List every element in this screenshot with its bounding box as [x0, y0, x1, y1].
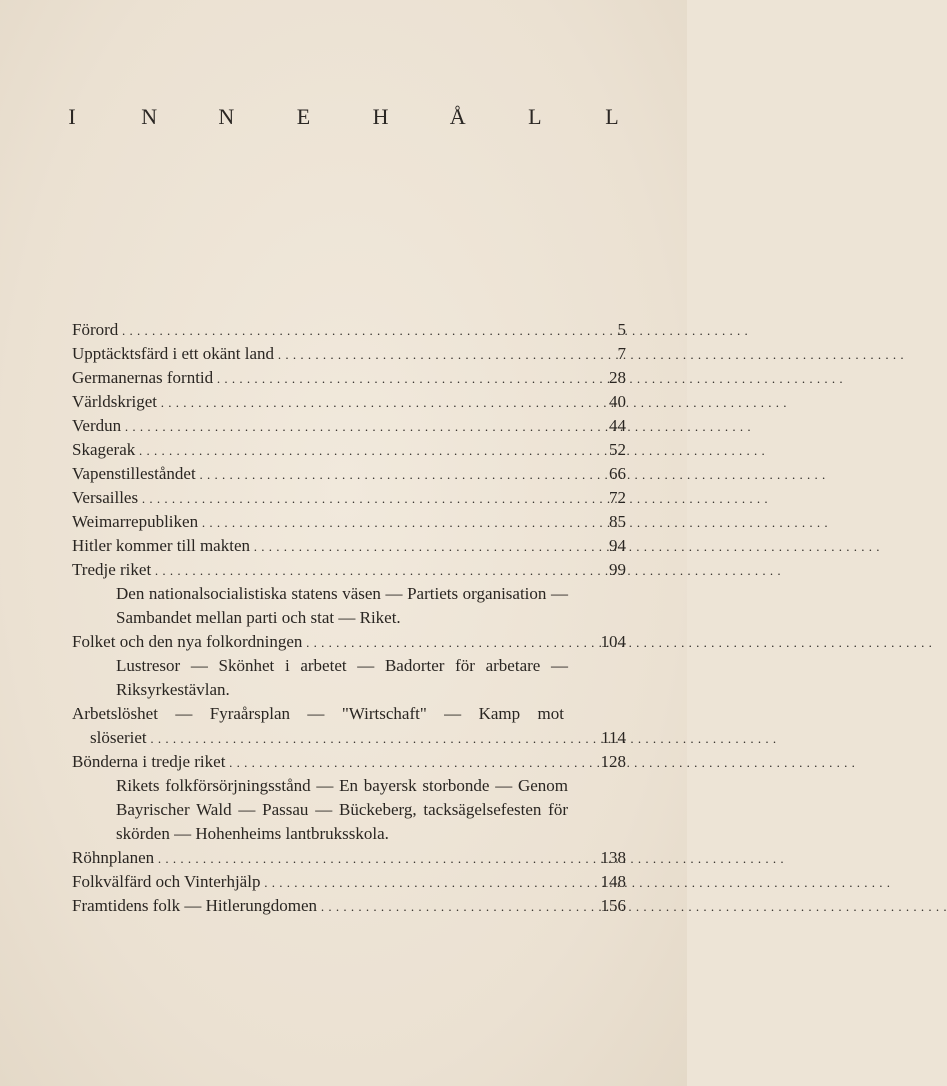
heading-letter: E: [296, 104, 311, 129]
toc-entry-title: Folket och den nya folkordningen: [72, 632, 303, 651]
toc-entry: [72, 870, 626, 894]
toc-entry-title: Röhnplanen: [72, 848, 155, 867]
toc-entry-page: 99: [609, 560, 626, 579]
toc-entry-title: Versailles: [72, 488, 139, 507]
toc-entry-page: 148: [600, 872, 626, 891]
toc-entry-page: 128: [600, 752, 626, 771]
toc-entry-page: 138: [600, 848, 626, 867]
page-heading: [62, 104, 622, 130]
toc-entry-title: Förord: [72, 320, 119, 339]
toc-entry: [72, 510, 626, 534]
toc-entry-title: Bönderna i tredje riket: [72, 752, 226, 771]
toc-entry: [72, 462, 626, 486]
toc-entry-page: 94: [609, 536, 626, 555]
toc-entry-title-first-line: Arbetslöshet — Fyraårsplan — "Wirtschaft" — Kamp mot: [72, 704, 564, 723]
table-of-contents: [72, 318, 626, 918]
toc-entry: [72, 726, 626, 750]
toc-entry-page: 7: [617, 344, 626, 363]
toc-entry-title: Verdun: [72, 416, 122, 435]
toc-entry: [72, 318, 626, 342]
toc-entry-title: Hitler kommer till makten: [72, 536, 250, 555]
toc-entry-page: 66: [609, 464, 626, 483]
heading-letter: Å: [449, 104, 466, 129]
toc-entry: [72, 894, 626, 918]
toc-entry: [72, 414, 626, 438]
toc-subentries: Lustresor — Skönhet i arbetet — Badorter för arbetare — Riksyrkestävlan.: [116, 656, 568, 699]
toc-entry: [72, 750, 626, 774]
toc-entry-title: Weimarrepubliken: [72, 512, 199, 531]
toc-entry-page: 85: [609, 512, 626, 531]
toc-entry: [72, 846, 626, 870]
toc-entry: [72, 486, 626, 510]
heading-letter: I: [68, 104, 76, 129]
toc-entry-title: Framtidens folk — Hitlerungdomen: [72, 896, 318, 915]
toc-entry-page: 72: [609, 488, 626, 507]
toc-entry: [72, 630, 626, 654]
toc-entry-page: 52: [609, 440, 626, 459]
heading-letter: L: [605, 104, 619, 129]
toc-entry-page: 114: [601, 728, 626, 747]
toc-entry: [72, 558, 626, 582]
toc-entry-title: Tredje riket: [72, 560, 152, 579]
toc-entry-page: 44: [609, 416, 626, 435]
toc-entry-title: Vapenstilleståndet: [72, 464, 196, 483]
toc-entry-page: 28: [609, 368, 626, 387]
toc-entry: [72, 390, 626, 414]
toc-entry-title: slöseriet: [90, 728, 147, 747]
heading-letter: N: [141, 104, 158, 129]
toc-entry: [72, 366, 626, 390]
toc-entry-title: Upptäcktsfärd i ett okänt land: [72, 344, 275, 363]
heading-letter: N: [218, 104, 235, 129]
toc-entry-page: 5: [617, 320, 626, 339]
toc-entry: [72, 438, 626, 462]
heading-letter: H: [372, 104, 389, 129]
toc-entry-title: Germanernas forntid: [72, 368, 214, 387]
toc-entry: [72, 342, 626, 366]
toc-entry-title: Skagerak: [72, 440, 136, 459]
toc-entry-page: 156: [600, 896, 626, 915]
heading-letter: L: [528, 104, 542, 129]
toc-entry: [72, 534, 626, 558]
toc-subentries: Rikets folkförsörjningsstånd — En bayersk storbonde — Genom Bayrischer Wald — Passau — Bückeberg, tacksägelsefesten för skörden — Hohenheims lantbruksskola.: [116, 776, 568, 843]
toc-entry-page: 40: [609, 392, 626, 411]
toc-entry-title: Världskriget: [72, 392, 157, 411]
toc-entry-title: Folkvälfärd och Vinterhjälp: [72, 872, 261, 891]
toc-subentries: Den nationalsocialistiska statens väsen — Partiets organisation — Sambandet mellan parti och stat — Riket.: [116, 584, 568, 627]
toc-entry-page: 104: [600, 632, 626, 651]
